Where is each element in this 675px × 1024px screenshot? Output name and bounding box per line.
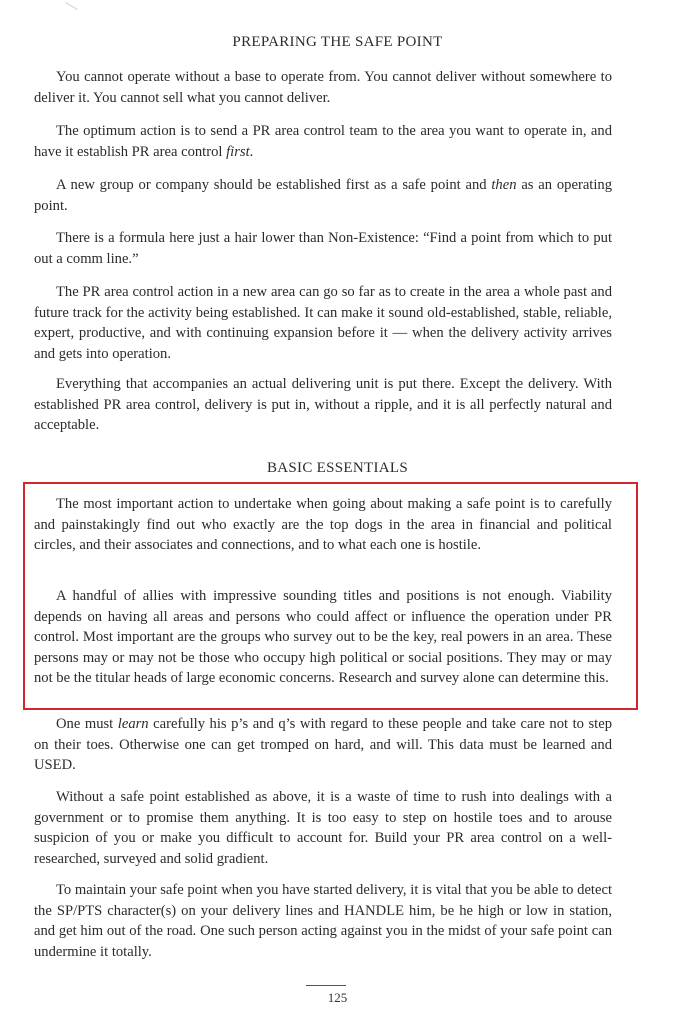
paragraph-4: There is a formula here just a hair lower than Non-Existence: “Find a point from which to put out a comm line.” [34, 230, 612, 267]
section-title-preparing-safe-point: PREPARING THE SAFE POINT [232, 34, 443, 50]
paragraph-9: To maintain your safe point when you have started delivery, it is vital that you be able to detect the SP/PTS character(s) on your delivery lines and HANDLE him, be he high or low in station, and get him out of the road. One such person acting against you in the midst of your safe point can undermine it totally. [34, 882, 612, 960]
highlighted-paragraph-2: A handful of allies with impressive sounding titles and positions is not enough. Viability depends on having all areas and persons who could affect or influence the operation under PR control. Most important are the groups who survey out to be the key, real powers in an area. These persons may or may not be those who occupy high political or social positions. They may or may not be the titular heads of large economic concerns. Research and survey alone can determine this. [34, 588, 612, 687]
scan-mark [65, 0, 81, 10]
paragraph-2: The optimum action is to send a PR area control team to the area you want to operate in, and have it establish PR area control first. [34, 123, 612, 160]
paragraph-6: Everything that accompanies an actual delivering unit is put there. Except the delivery. With established PR area control, delivery is put in, without a ripple, and it is all perfectly natural and acceptable. [34, 376, 612, 434]
page-number-rule [306, 985, 346, 986]
paragraph-5: The PR area control action in a new area can go so far as to create in the area a whole past and future track for the activity being established. It can make it sound old-established, stable, reliable, expert, productive, and with continuing expansion before it — when the delivery activity arrives and gets into operation. [34, 284, 612, 362]
highlighted-paragraph-1: The most important action to undertake when going about making a safe point is to carefully and painstakingly find out who exactly are the top dogs in the area in financial and political circles, and their associates and connections, and to what each one is hostile. [34, 496, 612, 554]
paragraph-1: You cannot operate without a base to operate from. You cannot deliver without somewhere to deliver it. You cannot sell what you cannot deliver. [34, 69, 612, 106]
section-title-basic-essentials: BASIC ESSENTIALS [266, 460, 409, 476]
page-number: 125 [327, 990, 348, 1005]
paragraph-8: Without a safe point established as above, it is a waste of time to rush into dealings with a government or to promise them anything. It is too easy to step on hostile toes and to arouse suspicion of you or make you difficult to account for. Build your PR area control on a well-researched, surveyed and solid gradient. [34, 789, 612, 867]
paragraph-3: A new group or company should be established first as a safe point and then as an operating point. [34, 177, 612, 214]
paragraph-7: One must learn carefully his p’s and q’s with regard to these people and take care not to step on their toes. Otherwise one can get tromped on hard, and will. This data must be learned and USED. [34, 716, 612, 774]
